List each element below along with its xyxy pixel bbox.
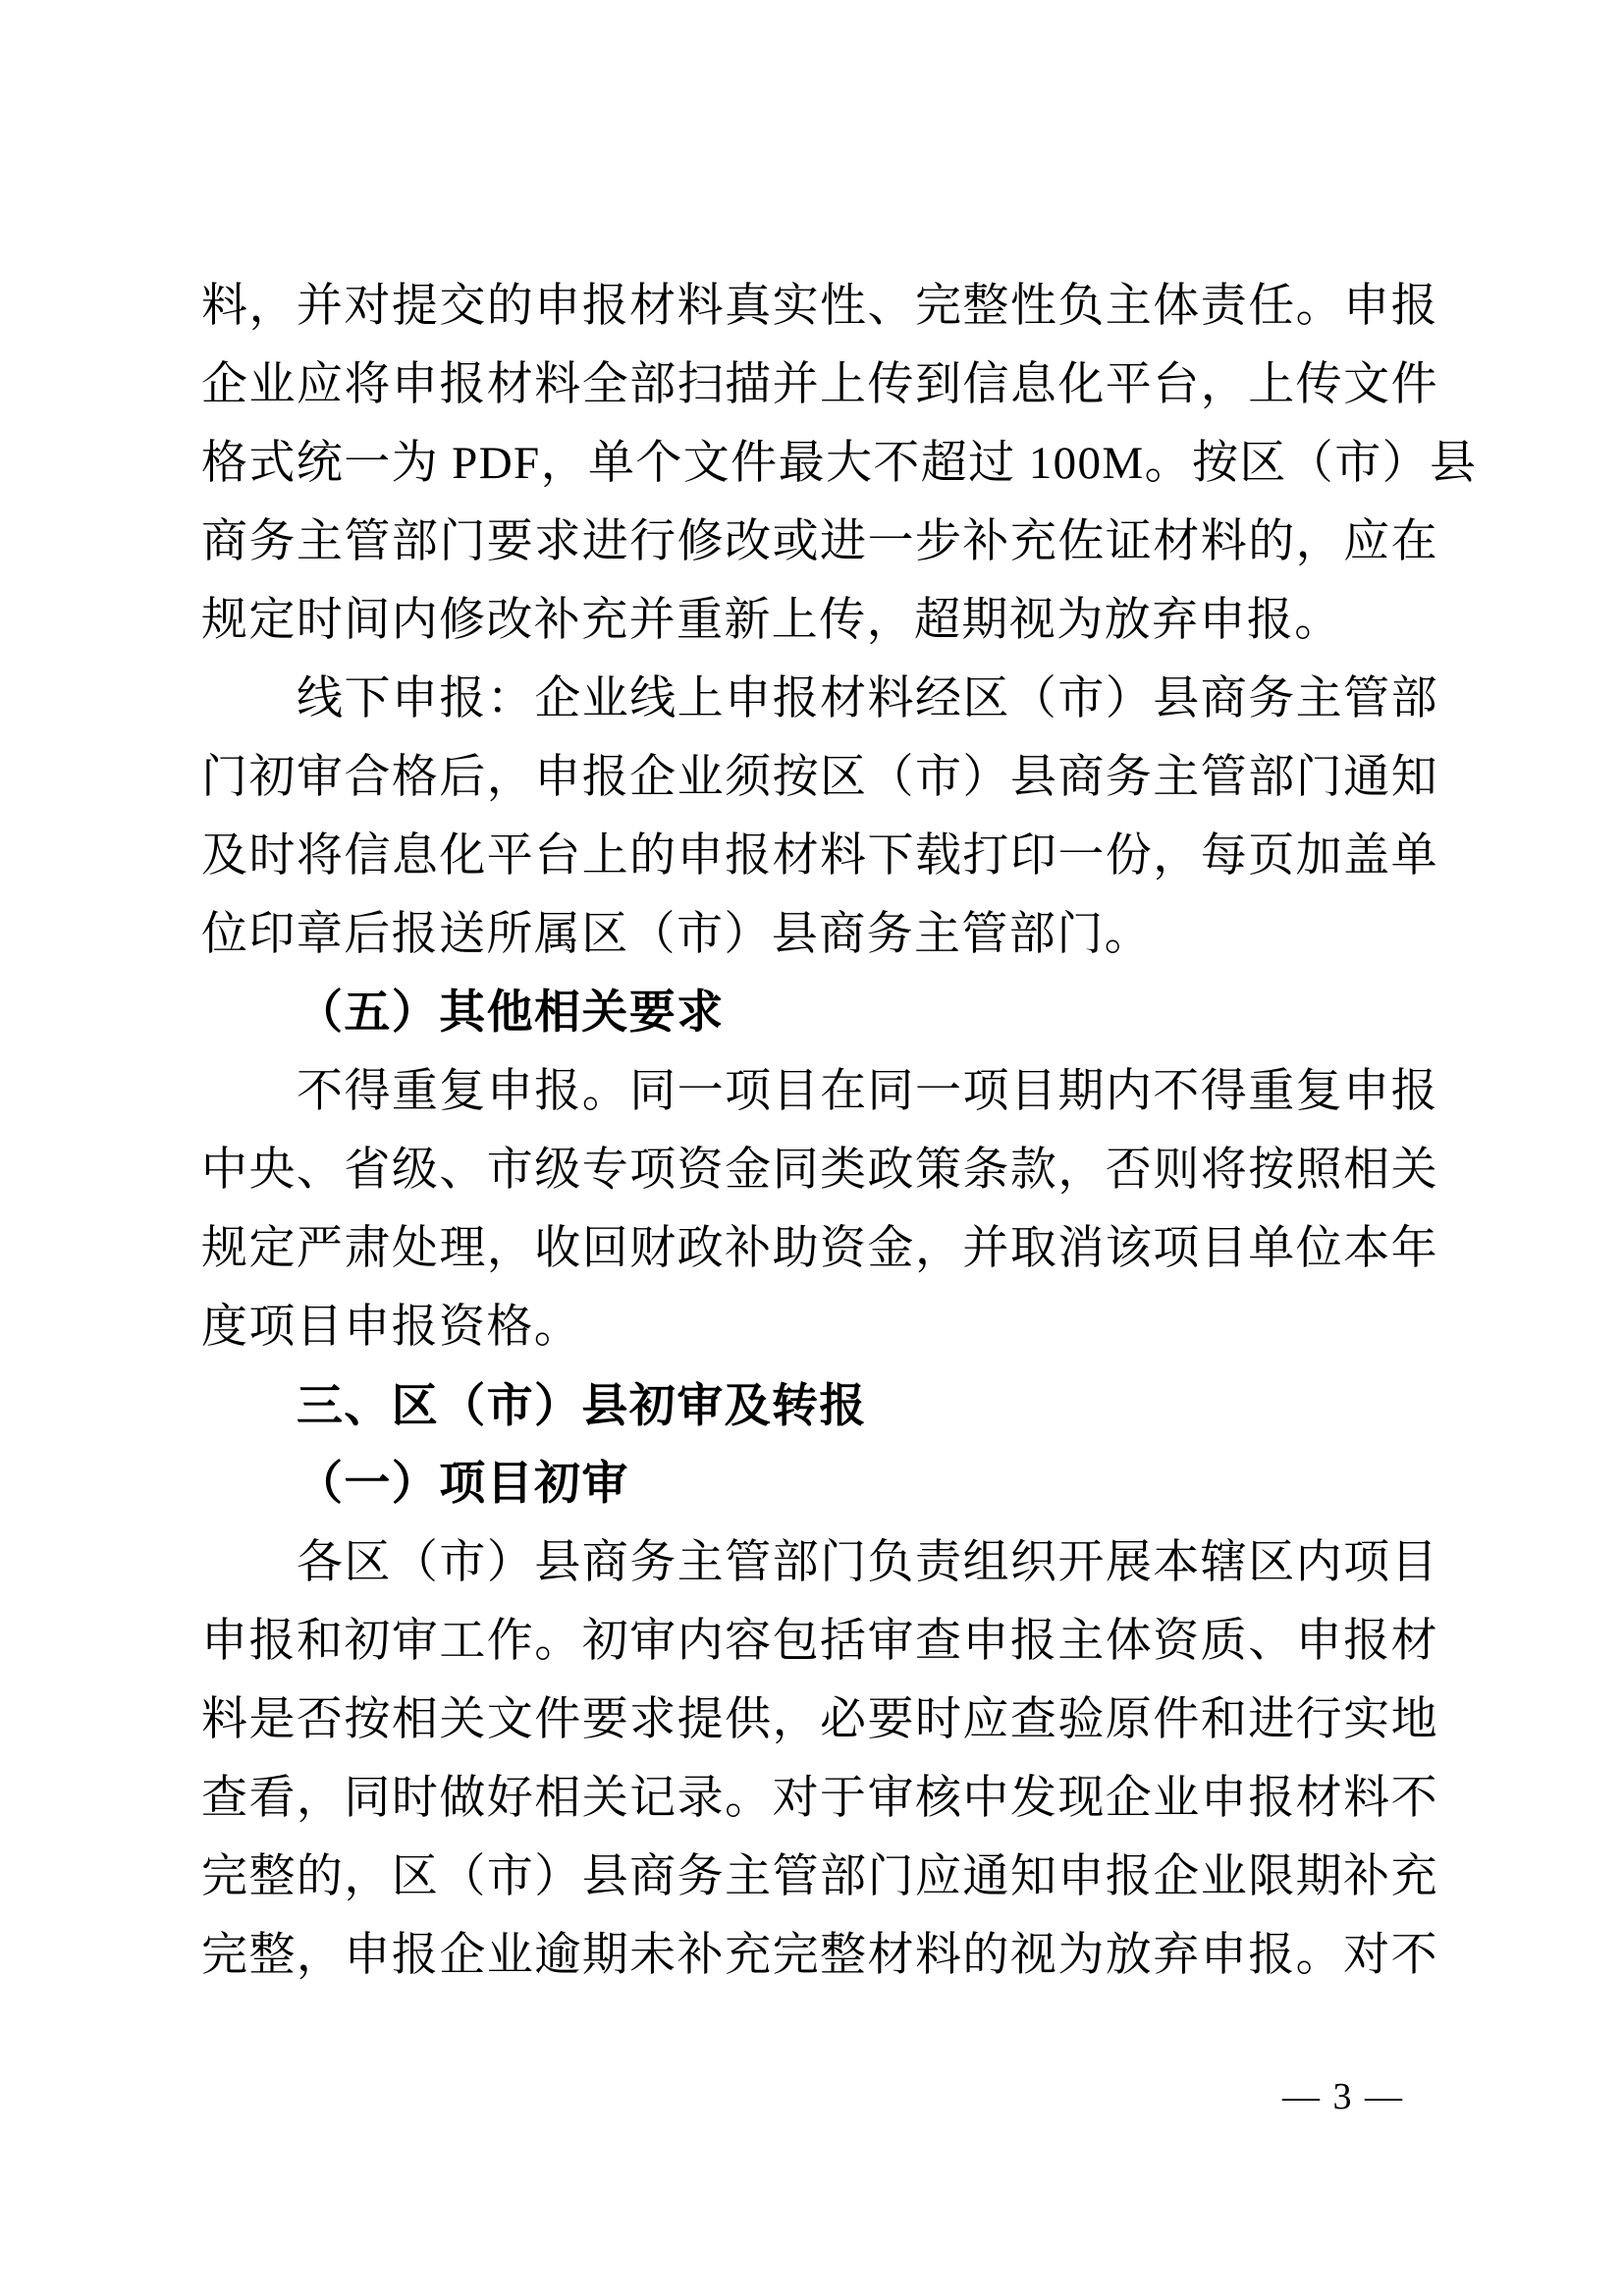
section-heading: 三、区（市）县初审及转报 <box>297 1379 867 1431</box>
text-line: 中央、省级、市级专项资金同类政策条款，否则将按照相关 <box>201 1145 1438 1196</box>
text-line: 度项目申报资格。 <box>201 1302 582 1353</box>
text-line: 料是否按相关文件要求提供，必要时应查验原件和进行实地 <box>201 1694 1438 1745</box>
text-line: 查看，同时做好相关记录。对于审核中发现企业申报材料不 <box>201 1773 1438 1824</box>
page-number: — 3 — <box>1282 2076 1404 2117</box>
text-line: 不得重复申报。同一项目在同一项目期内不得重复申报 <box>297 1066 1438 1117</box>
text-line: 格式统一为 PDF，单个文件最大不超过 100M。按区（市）县 <box>201 438 1478 489</box>
text-line: 规定时间内修改补充并重新上传，超期视为放弃申报。 <box>201 595 1342 646</box>
text-line: 各区（市）县商务主管部门负责组织开展本辖区内项目 <box>297 1537 1438 1588</box>
text-line: 及时将信息化平台上的申报材料下载打印一份，每页加盖单 <box>201 830 1438 881</box>
text-line: 企业应将申报材料全部扫描并上传到信息化平台，上传文件 <box>201 359 1438 410</box>
text-line: 申报和初审工作。初审内容包括审查申报主体资质、申报材 <box>201 1616 1438 1667</box>
text-block <box>201 267 1478 1995</box>
text-line: 规定严肃处理，收回财政补助资金，并取消该项目单位本年 <box>201 1223 1438 1274</box>
text-line: 线下申报：企业线上申报材料经区（市）县商务主管部 <box>297 673 1438 724</box>
subsection-heading: （五）其他相关要求 <box>297 988 725 1039</box>
text-line: 完整，申报企业逾期未补充完整材料的视为放弃申报。对不 <box>201 1930 1438 1981</box>
text-line: 料，并对提交的申报材料真实性、完整性负主体责任。申报 <box>201 281 1438 332</box>
text-line: 门初审合格后，申报企业须按区（市）县商务主管部门通知 <box>201 752 1438 803</box>
text-line: 位印章后报送所属区（市）县商务主管部门。 <box>201 909 1152 960</box>
text-line: 完整的，区（市）县商务主管部门应通知申报企业限期补充 <box>201 1851 1438 1902</box>
text-line: 商务主管部门要求进行修改或进一步补充佐证材料的，应在 <box>201 516 1438 567</box>
subsection-heading: （一）项目初审 <box>297 1459 629 1510</box>
